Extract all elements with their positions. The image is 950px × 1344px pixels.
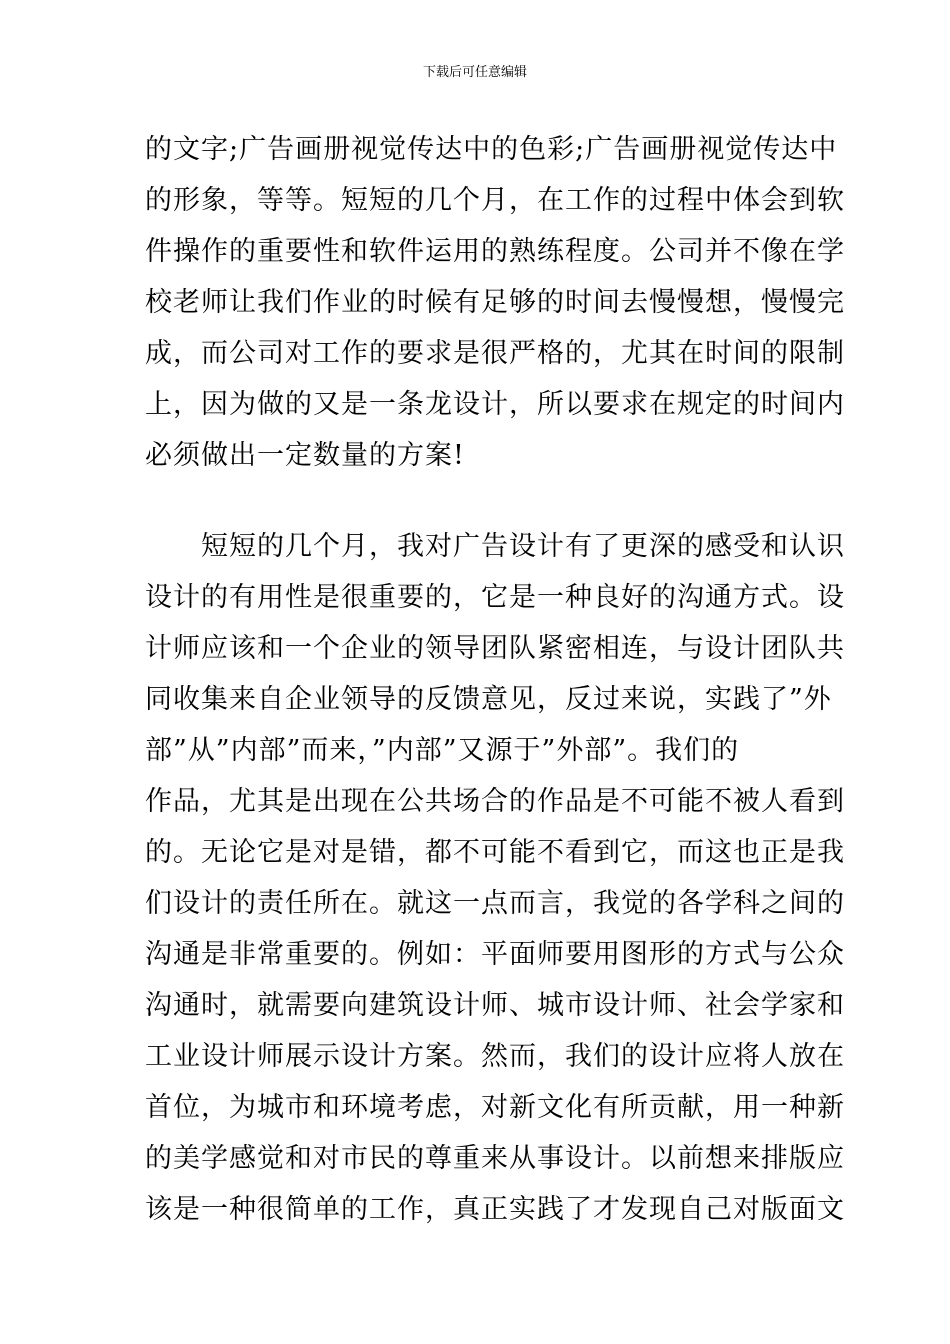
text-line: 的美学感觉和对市民的尊重来从事设计。以前想来排版应 bbox=[145, 1143, 845, 1174]
text-line: 计师应该和一个企业的领导团队紧密相连，与设计团队共 bbox=[145, 633, 845, 664]
text-line: 设计的有用性是很重要的，它是一种良好的沟通方式。设 bbox=[145, 582, 845, 613]
paragraph-1 bbox=[145, 124, 845, 481]
text-line: 沟通是非常重要的。例如：平面师要用图形的方式与公众 bbox=[145, 939, 845, 970]
text-line: 成，而公司对工作的要求是很严格的，尤其在时间的限制 bbox=[145, 338, 845, 369]
text-line: 部”从”内部”而来，”内部”又源于”外部”。我们的 bbox=[145, 735, 740, 766]
text-line: 件操作的重要性和软件运用的熟练程度。公司并不像在学 bbox=[145, 236, 845, 267]
text-line: 必须做出一定数量的方案! bbox=[145, 440, 465, 471]
text-line: 该是一种很简单的工作，真正实践了才发现自己对版面文 bbox=[145, 1194, 845, 1225]
paragraph-2 bbox=[145, 521, 845, 1235]
text-line: 们设计的责任所在。就这一点而言，我觉的各学科之间的 bbox=[145, 888, 845, 919]
page-header: 下载后可任意编辑 bbox=[422, 65, 527, 80]
text-line: 的文字;广告画册视觉传达中的色彩;广告画册视觉传达中 bbox=[145, 134, 838, 165]
text-line: 的形象，等等。短短的几个月，在工作的过程中体会到软 bbox=[145, 185, 845, 216]
text-line: 上，因为做的又是一条龙设计，所以要求在规定的时间内 bbox=[145, 389, 845, 420]
text-line: 沟通时，就需要向建筑设计师、城市设计师、社会学家和 bbox=[145, 990, 845, 1021]
text-line: 作品，尤其是出现在公共场合的作品是不可能不被人看到 bbox=[145, 786, 845, 817]
text-line: 首位，为城市和环境考虑，对新文化有所贡献，用一种新 bbox=[145, 1092, 845, 1123]
text-line: 校老师让我们作业的时候有足够的时间去慢慢想，慢慢完 bbox=[145, 287, 845, 318]
text-line: 短短的几个月，我对广告设计有了更深的感受和认识 bbox=[145, 531, 845, 562]
text-line: 的。无论它是对是错，都不可能不看到它，而这也正是我 bbox=[145, 837, 845, 868]
text-line: 同收集来自企业领导的反馈意见，反过来说，实践了”外 bbox=[145, 684, 832, 715]
text-line: 工业设计师展示设计方案。然而，我们的设计应将人放在 bbox=[145, 1041, 845, 1072]
